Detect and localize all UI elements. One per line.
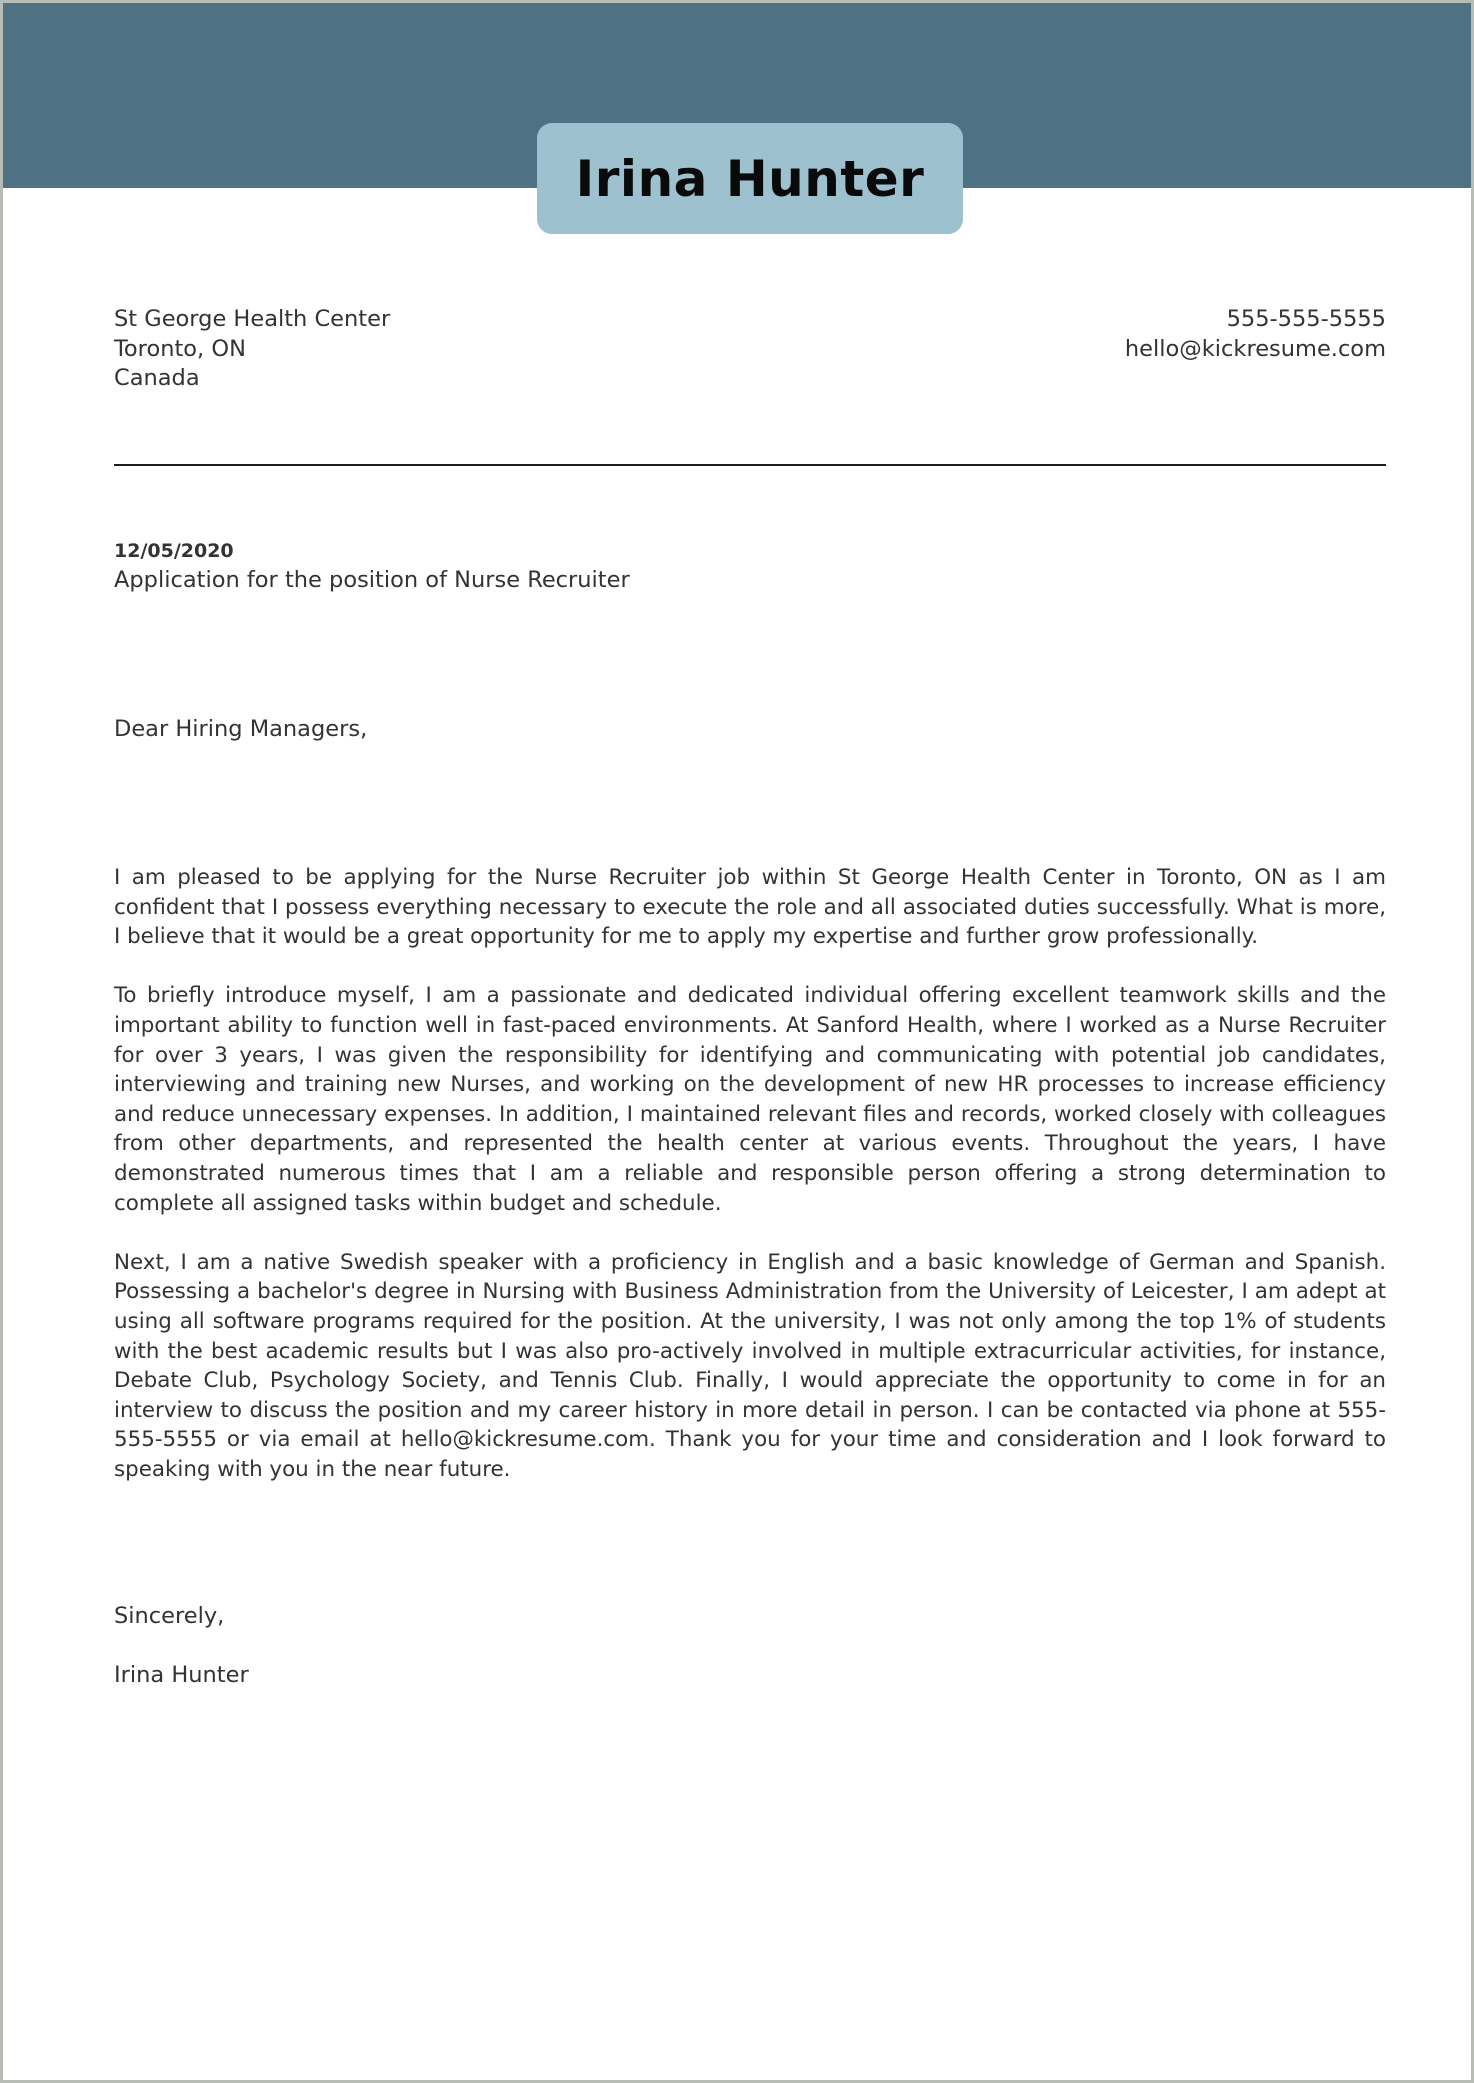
body-paragraph: To briefly introduce myself, I am a passionate and dedicated individual offering excellent teamwork skills and the important ability to function well in fast-paced environments. At Sanford Health, where I worked as a Nurse Recruiter for over 3 years, I was given the responsibility for identifying and communicating with potential job candidates, interviewing and training new Nurses, and working on the development of new HR processes to increase efficiency and reduce unnecessary expenses. In addition, I maintained relevant files and records, worked closely with colleagues from other departments, and represented the health center at various events. Throughout the years, I have demonstrated numerous times that I am a reliable and responsible person offering a strong determination to complete all assigned tasks within budget and schedule. bbox=[114, 983, 1386, 1216]
divider-line bbox=[114, 464, 1386, 466]
sender-contact bbox=[1040, 305, 1386, 364]
letter-subject: Application for the position of Nurse Recruiter bbox=[114, 567, 630, 593]
recipient-city: Toronto, ON bbox=[114, 335, 246, 362]
body-paragraph: I am pleased to be applying for the Nurse Recruiter job within St George Health Center in Toronto, ON as I am confident that I possess everything necessary to execute the role and all associated duties successfully. What is more, I believe that it would be a great opportunity for me to apply my expertise and further grow professionally. bbox=[114, 865, 1386, 950]
salutation: Dear Hiring Managers, bbox=[114, 716, 368, 742]
body-paragraph: Next, I am a native Swedish speaker with a proficiency in English and a basic knowledge of German and Spanish. Possessing a bachelor's degree in Nursing with Business Administration from the University of Leicester, I am adept at using all software programs required for the position. At the university, I was not only among the top 1% of students with the best academic results but I was also pro-actively involved in multiple extracurricular activities, for instance, Debate Club, Psychology Society, and Tennis Club. Finally, I would appreciate the opportunity to come in for an interview to discuss the position and my career history in more detail in person. I can be contacted via phone at 555-555-5555 or via email at hello@kickresume.com. Thank you for your time and consideration and I look forward to speaking with you in the near future. bbox=[114, 1249, 1386, 1482]
recipient-address bbox=[114, 305, 390, 394]
letter-body bbox=[114, 863, 1386, 1514]
closing: Sincerely, bbox=[114, 1603, 225, 1629]
sender-email: hello@kickresume.com bbox=[1124, 335, 1386, 362]
name-banner bbox=[537, 123, 963, 234]
signature-name: Irina Hunter bbox=[114, 1662, 249, 1688]
recipient-country: Canada bbox=[114, 365, 200, 391]
sender-phone: 555-555-5555 bbox=[1226, 306, 1386, 332]
letter-date: 12/05/2020 bbox=[114, 540, 234, 562]
recipient-organization: St George Health Center bbox=[114, 306, 391, 332]
applicant-name: Irina Hunter bbox=[575, 149, 925, 208]
